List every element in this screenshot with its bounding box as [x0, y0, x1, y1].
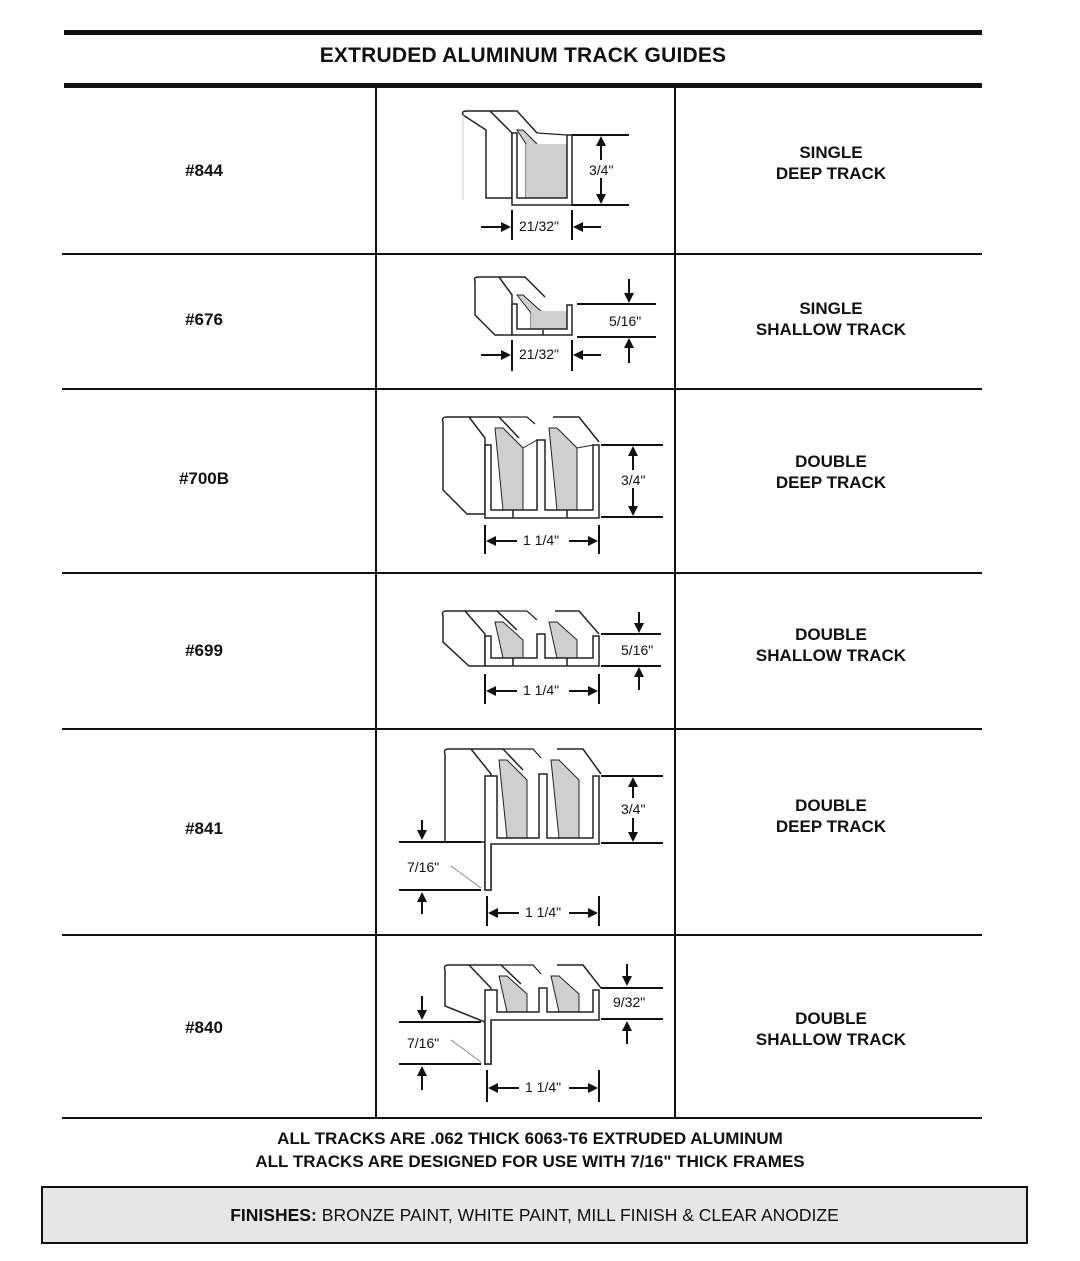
track-code: #676 — [185, 310, 223, 329]
track-code: #841 — [185, 819, 223, 838]
dim-height: 3/4" — [589, 162, 614, 178]
track-description — [676, 1008, 986, 1050]
dim-height: 9/32" — [613, 994, 646, 1010]
track-type: DOUBLE — [795, 452, 867, 471]
track-type: DOUBLE — [795, 796, 867, 815]
track-profile-844 — [377, 90, 674, 253]
track-profile-840 — [377, 936, 674, 1117]
dim-height: 5/16" — [621, 642, 654, 658]
track-depth: DEEP TRACK — [775, 817, 887, 836]
track-depth: SHALLOW TRACK — [755, 1030, 907, 1049]
dim-width: 1 1/4" — [525, 1079, 562, 1095]
frame-note: ALL TRACKS ARE DESIGNED FOR USE WITH 7/16" THICK FRAMES — [255, 1152, 805, 1171]
finishes-label: FINISHES: — [230, 1204, 317, 1225]
material-note: ALL TRACKS ARE .062 THICK 6063-T6 EXTRUDED ALUMINUM — [277, 1129, 783, 1148]
track-depth: SHALLOW TRACK — [755, 320, 907, 339]
track-code: #700B — [178, 469, 230, 488]
track-description — [676, 624, 986, 666]
dim-width: 21/32" — [519, 218, 560, 234]
dim-width: 1 1/4" — [523, 532, 560, 548]
dim-height: 3/4" — [621, 801, 646, 817]
track-code: #699 — [185, 641, 223, 660]
dim-height: 3/4" — [621, 472, 646, 488]
track-depth: SHALLOW TRACK — [755, 646, 907, 665]
track-code: #844 — [185, 161, 223, 180]
track-profile-676 — [377, 255, 674, 388]
track-code: #840 — [185, 1018, 223, 1037]
dim-width: 21/32" — [519, 346, 560, 362]
track-type: SINGLE — [799, 143, 863, 162]
top-rule — [64, 30, 982, 35]
track-type: DOUBLE — [795, 625, 867, 644]
track-type: SINGLE — [799, 299, 863, 318]
finishes-value: BRONZE PAINT, WHITE PAINT, MILL FINISH & CLEAR ANODIZE — [321, 1204, 839, 1225]
dim-leg: 7/16" — [407, 859, 440, 875]
track-description — [676, 298, 986, 340]
dim-height: 5/16" — [609, 313, 642, 329]
track-depth: DEEP TRACK — [775, 164, 887, 183]
column-divider-2 — [674, 88, 676, 1119]
track-profile-699 — [377, 574, 674, 728]
track-description — [676, 142, 986, 184]
dim-leg: 7/16" — [407, 1035, 440, 1051]
track-description — [676, 795, 986, 837]
track-depth: DEEP TRACK — [775, 473, 887, 492]
finishes-box — [41, 1186, 1028, 1244]
dim-width: 1 1/4" — [525, 904, 562, 920]
track-description — [676, 451, 986, 493]
track-profile-700b — [377, 390, 674, 572]
track-profile-841 — [377, 730, 674, 934]
page-title: EXTRUDED ALUMINUM TRACK GUIDES — [319, 44, 727, 67]
dim-width: 1 1/4" — [523, 682, 560, 698]
header-rule — [64, 83, 982, 88]
row-divider — [62, 1117, 982, 1119]
track-type: DOUBLE — [795, 1009, 867, 1028]
